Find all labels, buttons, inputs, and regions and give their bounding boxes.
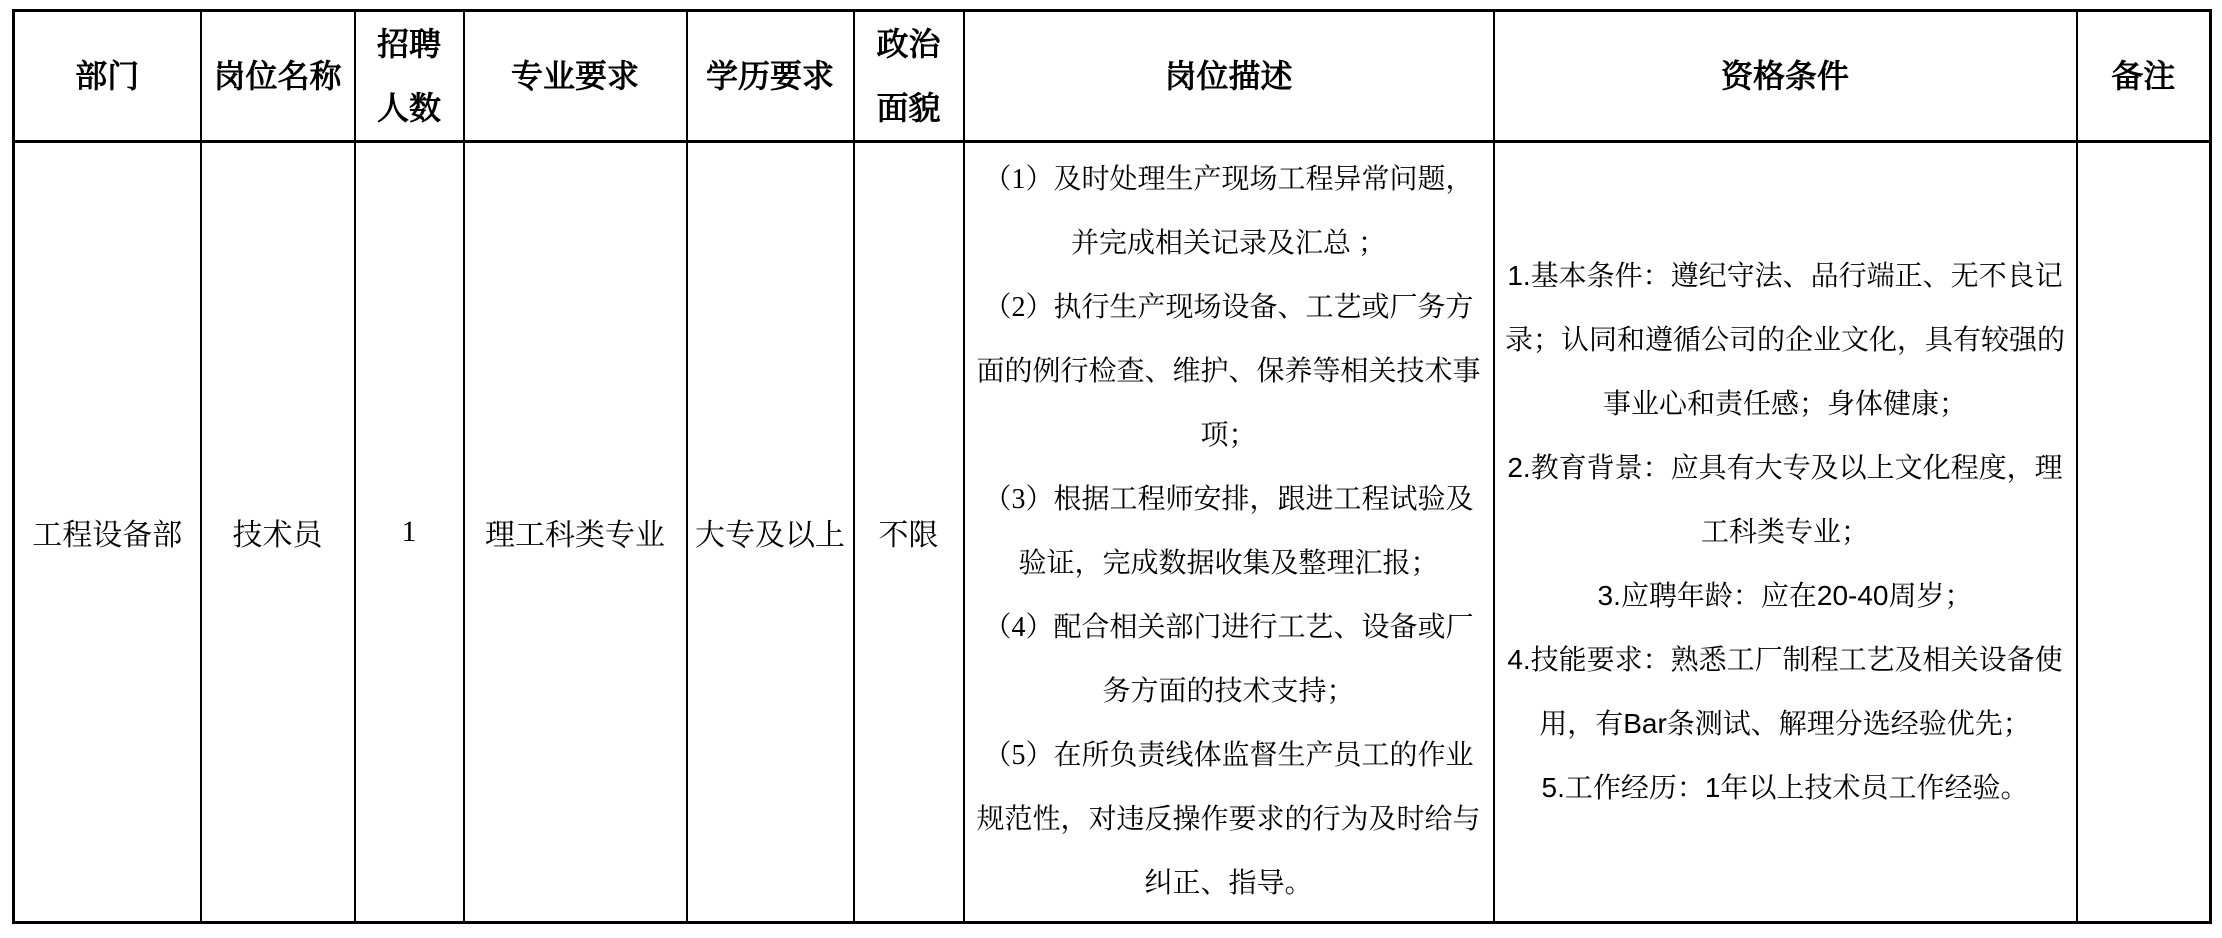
- header-job-description: 岗位描述: [964, 11, 1494, 142]
- cell-qualifications: [1494, 142, 2077, 923]
- job-description-item-3: （3）根据工程师安排，跟进工程试验及验证，完成数据收集及整理汇报；: [983, 484, 1474, 579]
- qualification-item-2: 2.教育背景：应具有大专及以上文化程度，理工科类专业；: [1507, 452, 2063, 547]
- header-department: 部门: [14, 11, 201, 142]
- cell-job-description: [964, 142, 1494, 923]
- table-row: [14, 142, 2211, 923]
- recruitment-table: [12, 9, 2212, 924]
- header-political-status: 政治面貌: [854, 11, 964, 142]
- cell-political-status: 不限: [854, 142, 964, 923]
- header-major-requirement: 专业要求: [464, 11, 687, 142]
- qualification-item-1: 1.基本条件：遵纪守法、品行端正、无不良记录；认同和遵循公司的企业文化，具有较强的事业心和责任感；身体健康；: [1504, 260, 2065, 419]
- job-description-item-2: （2）执行生产现场设备、工艺或厂务方面的例行检查、维护、保养等相关技术事项；: [976, 292, 1481, 451]
- table-header-row: [14, 11, 2211, 142]
- header-recruit-count: 招聘人数: [355, 11, 464, 142]
- cell-recruit-count: 1: [355, 142, 464, 923]
- cell-remark: [2077, 142, 2211, 923]
- cell-position-name: 技术员: [201, 142, 355, 923]
- qualification-item-5: 5.工作经历：1年以上技术员工作经验。: [1541, 772, 2029, 803]
- header-education-requirement: 学历要求: [687, 11, 854, 142]
- job-description-item-4: （4）配合相关部门进行工艺、设备或厂务方面的技术支持；: [983, 612, 1474, 707]
- job-description-item-1: （1）及时处理生产现场工程异常问题，并完成相关记录及汇总 ；: [983, 164, 1474, 259]
- header-qualifications: 资格条件: [1494, 11, 2077, 142]
- qualification-item-3: 3.应聘年龄：应在20-40周岁；: [1597, 580, 1973, 611]
- cell-education-requirement: 大专及以上: [687, 142, 854, 923]
- qualification-item-4: 4.技能要求：熟悉工厂制程工艺及相关设备使用，有Bar条测试、解理分选经验优先；: [1507, 644, 2063, 739]
- job-description-item-5: （5）在所负责线体监督生产员工的作业规范性，对违反操作要求的行为及时给与纠正、指导。: [976, 740, 1481, 899]
- cell-major-requirement: 理工科类专业: [464, 142, 687, 923]
- header-position-name: 岗位名称: [201, 11, 355, 142]
- header-remark: 备注: [2077, 11, 2211, 142]
- cell-department: 工程设备部: [14, 142, 201, 923]
